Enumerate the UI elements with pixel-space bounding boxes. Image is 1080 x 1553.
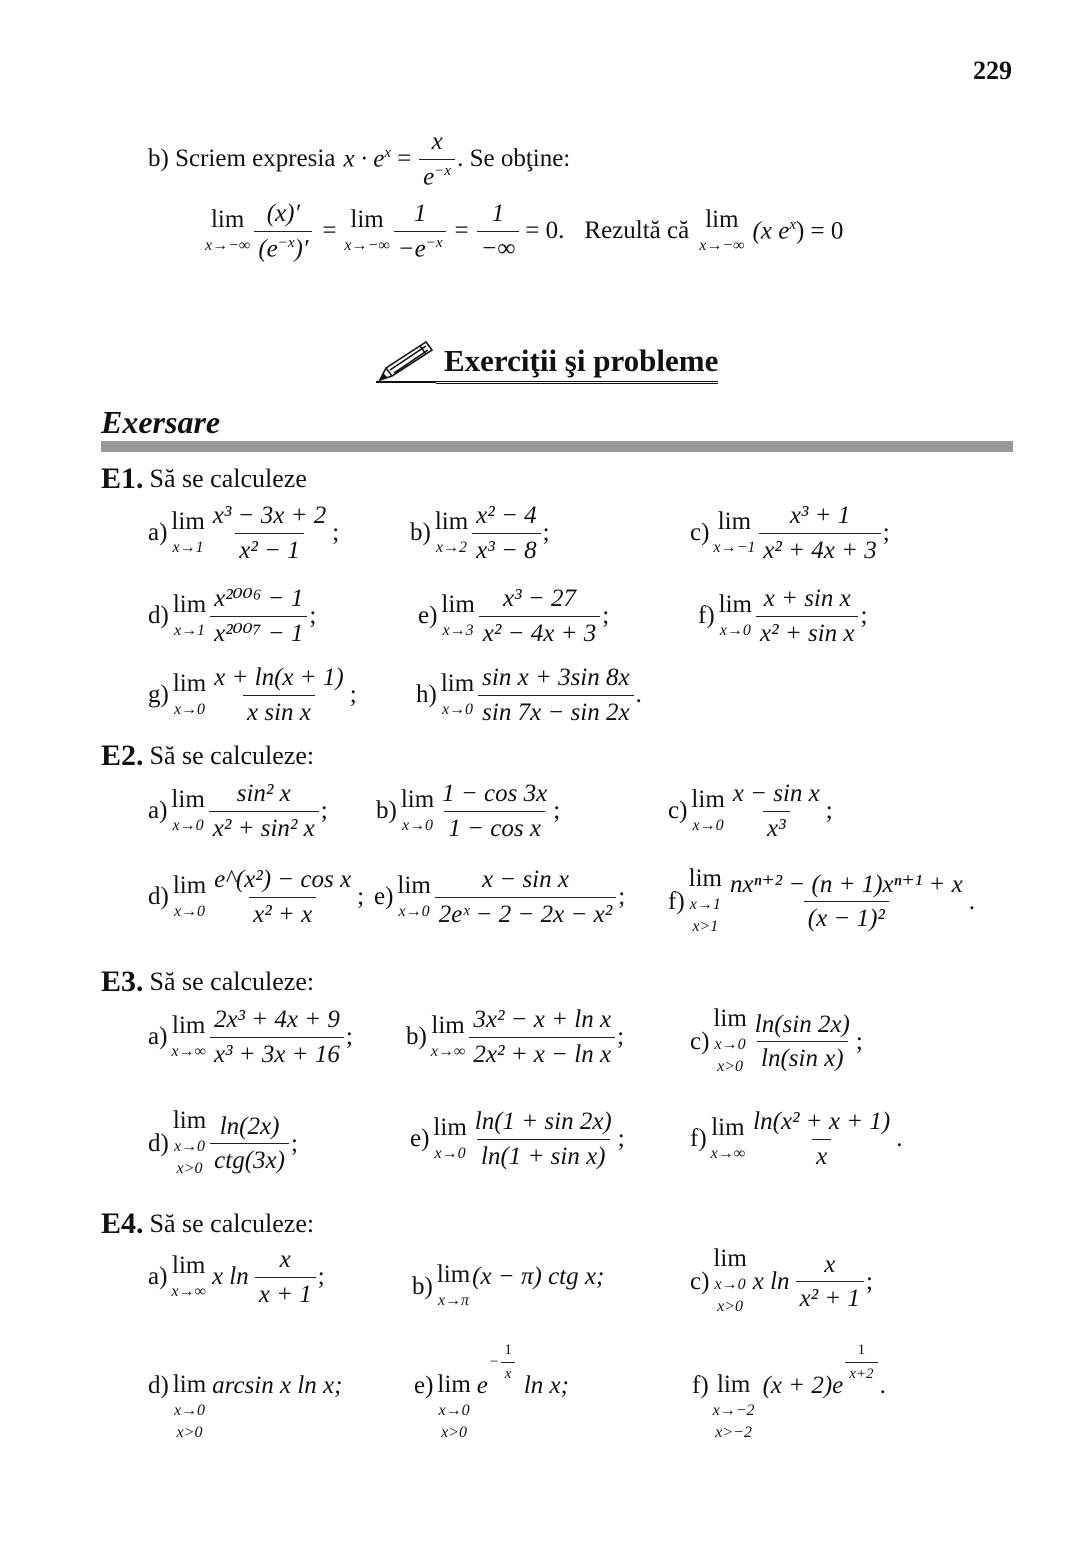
e3-e: e) lim x→0 $\frac{\ln(1 + \sin 2x)}{\text{ln(1 + sin x)}}$ ; bbox=[410, 1108, 625, 1170]
e3-c: c) lim x→0 x>0 $\frac{\ln(\sin 2x)}{\text{ln(sin x)}}$ ; bbox=[690, 1005, 863, 1075]
e4-c: c) lim x→0 x>0 x ln $\frac{x}{\text{x² + 1}}$ ; bbox=[690, 1245, 873, 1315]
subsection-title: Exersare bbox=[101, 404, 221, 440]
e4-b: b) lim x→π (x − π) ctg x; bbox=[412, 1261, 605, 1309]
e2-a: a) lim x→0 $\frac{\text{sin² x}}{\text{x² + sin² x}}$ ; bbox=[148, 780, 328, 842]
e2-e: e) lim x→0 $\frac{\text{x − sin x}}{\text{2eˣ − 2 − 2x − x²}}$ ; bbox=[374, 866, 626, 928]
exercise-e3-header: E3. Să se calculeze: bbox=[101, 965, 315, 998]
section-heading bbox=[376, 338, 718, 384]
conclusion-prefix: Rezultă că bbox=[584, 217, 690, 245]
divider-bar bbox=[101, 441, 1013, 452]
intro-line-2: lim x→−∞ $\frac{(x)'}{(e^{-x})'}$ = lim x→−∞ $\frac{1}{-e^{-x}}$ = $\frac{1}{-\infty}$ = 0. Rezultă că lim x→−∞ (x $e^x) = 0$ bbox=[205, 200, 844, 262]
e1-f: f) lim x→0 $\frac{\text{x + sin x}}{\text{x² + sin x}}$ ; bbox=[698, 585, 868, 647]
section-title: Exerciţii şi probleme bbox=[436, 343, 718, 384]
page-number: 229 bbox=[973, 56, 1012, 85]
e3-d: d) lim x→0 x>0 $\frac{\ln(2x)}{\text{ctg(3x)}}$ ; bbox=[148, 1107, 298, 1177]
e2-d: d) lim x→0 $\frac{\text{e\textasciicircum{}(x²) − cos x}}{\text{x² + x}}$ ; bbox=[148, 866, 365, 928]
e1-a: a) lim x→1 $\frac{\text{x³ − 3x + 2}}{\text{x² − 1}}$ ; bbox=[148, 502, 340, 564]
e1-h: h) lim x→0 $\frac{\text{sin x + 3sin 8x}}{\sin 7x - \sin 2x}$ . bbox=[416, 664, 642, 726]
intro-suffix: . Se obţine: bbox=[457, 145, 571, 173]
e4-d: d) lim x→0 x>0 arcsin x ln x; bbox=[148, 1371, 343, 1441]
e1-e: e) lim x→3 $\frac{\text{x³ − 27}}{\text{x² − 4x + 3}}$ ; bbox=[418, 585, 610, 647]
exercise-e1-header: E1. Să se calculeze bbox=[101, 462, 307, 495]
e3-f: f) lim x→∞ $\frac{\text{ln(x² + x + 1)}}{x}$ . bbox=[690, 1108, 903, 1170]
intro-fraction: $\frac{x}{e^{-x}}$ bbox=[419, 128, 455, 190]
pencil-icon bbox=[376, 338, 436, 384]
exercise-e2-header: E2. Să se calculeze: bbox=[101, 739, 315, 772]
e1-b: b) lim x→2 $\frac{\text{x² − 4}}{\text{x³ − 8}}$ ; bbox=[410, 502, 550, 564]
intro-lhs: $x \cdot e^x$ bbox=[343, 145, 392, 173]
e2-f: f) lim x→1 x>1 $\frac{\text{nxⁿ⁺² − (n + 1)xⁿ⁺¹ + x}}{\text{(x − 1)²}}$ . bbox=[668, 865, 975, 935]
e1-c: c) lim x→−1 $\frac{\text{x³ + 1}}{\text{x² + 4x + 3}}$ ; bbox=[690, 502, 890, 564]
e2-b: b) lim x→0 $\frac{1 - \cos 3x}{\text{1 − cos x}}$ ; bbox=[376, 780, 561, 842]
intro-prefix: b) Scriem expresia bbox=[148, 145, 336, 173]
e3-b: b) lim x→∞ $\frac{\text{3x² − x + ln x}}{\text{2x² + x − ln x}}$ ; bbox=[406, 1006, 625, 1068]
intro-line-1: b) Scriem expresia $x \cdot e^x$ = $\frac{x}{e^{-x}}$ . Se obţine: bbox=[148, 128, 571, 190]
e4-f: f) lim x→−2 x>−2 (x + 2)e $\frac{1}{x+2}$ . bbox=[692, 1342, 886, 1441]
exercise-e4-header: E4. Să se calculeze: bbox=[101, 1207, 315, 1240]
e2-c: c) lim x→0 $\frac{\text{x − sin x}}{\text{x³}}$ ; bbox=[668, 780, 833, 842]
e1-g: g) lim x→0 $\frac{x + \ln(x + 1)}{\text{x sin x}}$ ; bbox=[148, 664, 357, 726]
e4-e: e) lim x→0 x>0 e − $\frac{1}{x}$ ln x; bbox=[414, 1342, 569, 1441]
e3-a: a) lim x→∞ $\frac{\text{2x³ + 4x + 9}}{\text{x³ + 3x + 16}}$ ; bbox=[148, 1006, 353, 1068]
e1-d: d) lim x→1 $\frac{\text{x²⁰⁰⁶ − 1}}{\text{x²⁰⁰⁷ − 1}}$ ; bbox=[148, 585, 317, 647]
e4-a: a) lim x→∞ x ln $\frac{x}{x + 1}$ ; bbox=[148, 1246, 325, 1308]
